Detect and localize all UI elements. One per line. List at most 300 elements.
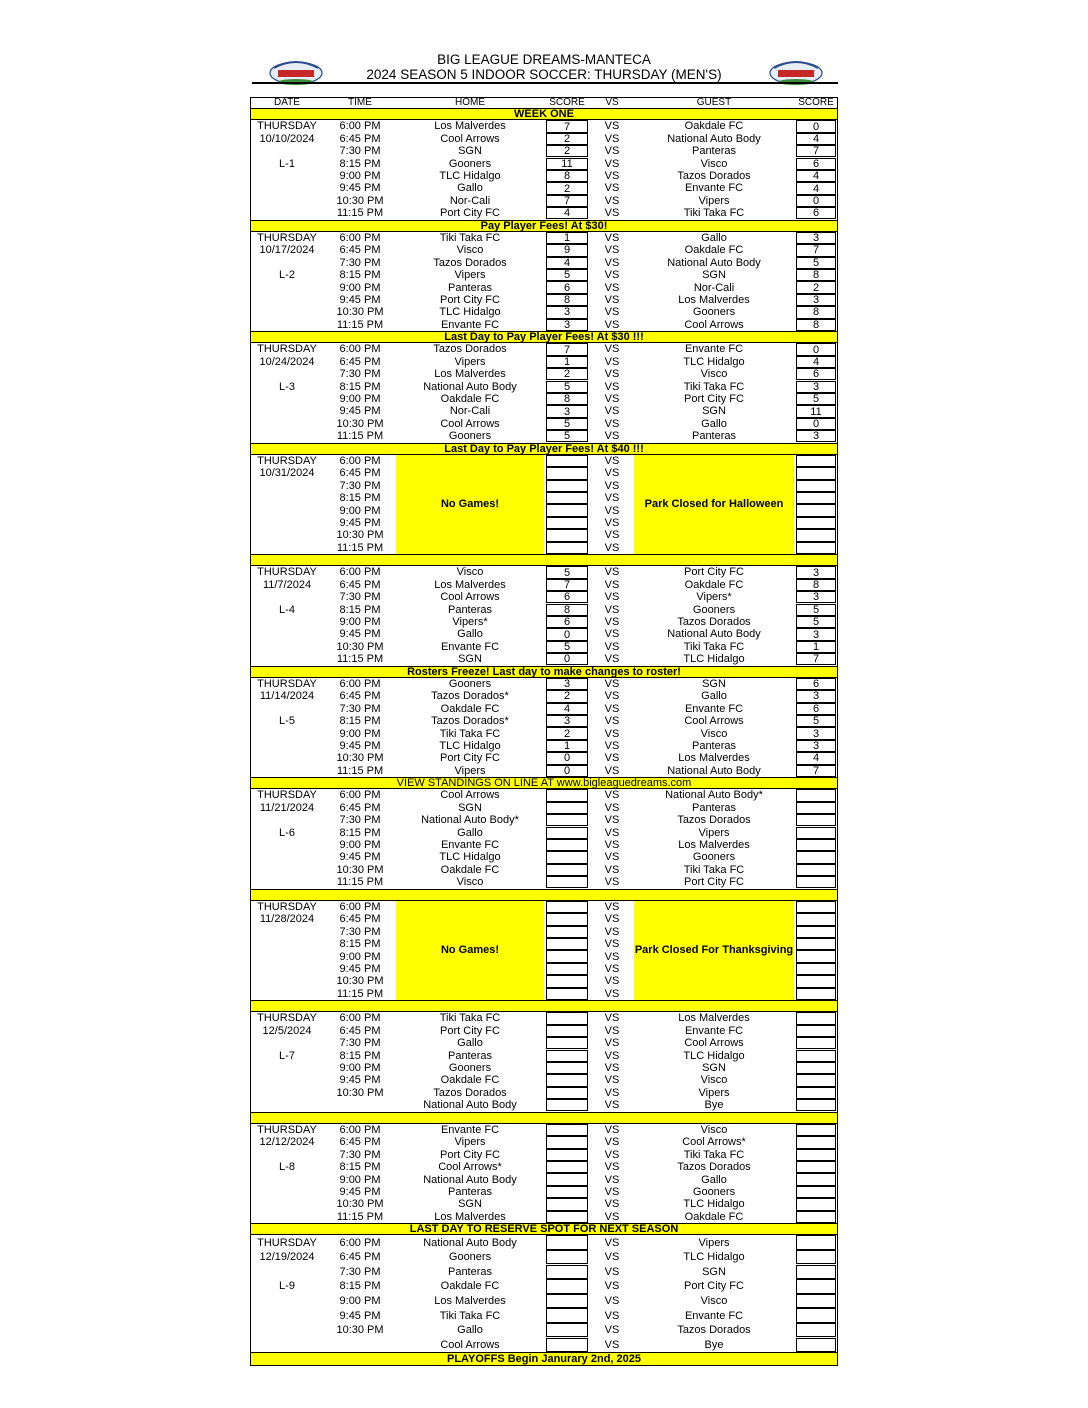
home-score	[546, 1149, 588, 1161]
game-time: 9:45 PM	[339, 516, 381, 529]
home-team: Nor-Cali	[449, 405, 491, 418]
game-time: 6:00 PM	[339, 343, 381, 356]
guest-score	[796, 1279, 836, 1294]
vs-label: VS	[604, 839, 620, 852]
game-time	[324, 1338, 396, 1353]
guest-score	[796, 1062, 836, 1074]
guest-team: Envante FC	[684, 343, 744, 356]
home-team: Los Malverdes	[434, 1294, 506, 1307]
game-row	[250, 765, 838, 777]
game-row	[250, 1323, 838, 1338]
game-row	[250, 740, 838, 752]
game-time: 9:45 PM	[339, 962, 381, 975]
home-team: Tiki Taka FC	[439, 1012, 501, 1025]
game-row	[250, 1211, 838, 1223]
game-time: 6:45 PM	[339, 913, 381, 926]
vs-label: VS	[604, 826, 620, 839]
home-team: Envante FC	[440, 1123, 500, 1136]
game-time: 9:00 PM	[339, 616, 381, 629]
home-team: SGN	[458, 653, 482, 666]
guest-score: 8	[796, 579, 836, 591]
home-score	[546, 1235, 588, 1250]
vs-label: VS	[604, 702, 620, 715]
game-row	[250, 1265, 838, 1280]
home-team: Envante FC	[440, 839, 500, 852]
home-score: 5	[546, 269, 588, 281]
game-time: 9:00 PM	[339, 393, 381, 406]
home-score	[546, 480, 588, 492]
vs-label: VS	[604, 479, 620, 492]
home-score	[546, 876, 588, 888]
home-score	[546, 1012, 588, 1024]
vs-label: VS	[604, 1049, 620, 1062]
game-row	[250, 727, 838, 739]
home-team: Port City FC	[440, 1024, 500, 1037]
game-time: 8:15 PM	[339, 603, 381, 616]
week-banner: Last Day to Pay Player Fees! At $40 !!!	[250, 443, 838, 455]
home-score	[546, 1211, 588, 1223]
guest-score	[796, 1308, 836, 1323]
guest-score: 0	[796, 418, 836, 430]
closed-notice-home: No Games!	[396, 455, 544, 554]
home-score: 5	[546, 381, 588, 393]
home-team: Tazos Dorados*	[431, 690, 509, 703]
game-time: 7:30 PM	[339, 1148, 381, 1161]
home-team: Cool Arrows	[440, 789, 500, 802]
game-row	[250, 306, 838, 318]
home-score: 3	[546, 319, 588, 331]
vs-label: VS	[604, 1136, 620, 1149]
guest-team: Visco	[700, 1294, 728, 1307]
week-code: L-3	[279, 380, 295, 393]
guest-team: Vipers	[698, 194, 730, 207]
vs-label: VS	[604, 752, 620, 765]
game-row	[250, 343, 838, 355]
week-code: L-6	[279, 826, 295, 839]
home-team: Gallo	[457, 1037, 483, 1050]
game-row	[250, 257, 838, 269]
week-banner	[250, 1000, 838, 1012]
home-score: 9	[546, 244, 588, 256]
guest-team: Tiki Taka FC	[683, 640, 745, 653]
home-score: 7	[546, 195, 588, 207]
vs-header: VS	[605, 97, 619, 108]
home-score: 8	[546, 393, 588, 405]
guest-team: SGN	[702, 1265, 726, 1278]
game-time: 8:15 PM	[339, 715, 381, 728]
game-time: 11:15 PM	[336, 764, 384, 777]
vs-label: VS	[604, 814, 620, 827]
game-row	[250, 1161, 838, 1173]
guest-score	[796, 1074, 836, 1086]
vs-label: VS	[604, 764, 620, 777]
guest-team: Visco	[700, 1074, 728, 1087]
guest-team: Oakdale FC	[684, 1210, 744, 1223]
home-team: Tazos Dorados	[433, 256, 507, 269]
game-time: 6:45 PM	[339, 578, 381, 591]
page-title: BIG LEAGUE DREAMS-MANTECA	[437, 52, 651, 67]
day-label: THURSDAY	[257, 566, 317, 579]
home-team: TLC Hidalgo	[439, 170, 501, 183]
vs-label: VS	[604, 454, 620, 467]
game-time: 9:00 PM	[339, 727, 381, 740]
home-team: TLC Hidalgo	[439, 851, 501, 864]
guest-team: Los Malverdes	[678, 839, 750, 852]
guest-score	[796, 467, 836, 479]
vs-label: VS	[604, 231, 620, 244]
home-team: Gooners	[448, 1251, 492, 1264]
game-time: 11:15 PM	[336, 653, 384, 666]
guest-score	[796, 988, 836, 1000]
guest-score: 3	[796, 690, 836, 702]
guest-score: 11	[796, 405, 836, 417]
game-time: 6:45 PM	[339, 690, 381, 703]
game-time: 9:00 PM	[339, 1173, 381, 1186]
game-time: 7:30 PM	[339, 145, 381, 158]
game-time: 6:00 PM	[339, 789, 381, 802]
date-label: 11/28/2024	[259, 913, 315, 926]
vs-label: VS	[604, 1185, 620, 1198]
guest-header: GUEST	[696, 97, 732, 108]
game-time: 6:00 PM	[339, 900, 381, 913]
game-time: 9:45 PM	[339, 1185, 381, 1198]
guest-team: TLC Hidalgo	[683, 653, 745, 666]
game-time: 9:00 PM	[339, 1062, 381, 1075]
guest-score	[796, 851, 836, 863]
playoffs-banner: PLAYOFFS Begin Janurary 2nd, 2025	[250, 1352, 838, 1366]
home-team: Gallo	[457, 628, 483, 641]
guest-score	[796, 963, 836, 975]
home-team: Vipers	[454, 355, 486, 368]
guest-score: 4	[796, 182, 836, 194]
home-team: Los Malverdes	[434, 120, 506, 133]
home-team: Cool Arrows*	[438, 1161, 502, 1174]
home-team: Vipers*	[452, 616, 488, 629]
home-team: Oakdale FC	[440, 863, 500, 876]
guest-score	[796, 1124, 836, 1136]
game-row	[250, 703, 838, 715]
home-score: 3	[546, 405, 588, 417]
home-score	[546, 504, 588, 516]
home-score	[546, 802, 588, 814]
guest-score: 6	[796, 207, 836, 219]
guest-team: National Auto Body	[667, 132, 761, 145]
vs-label: VS	[604, 851, 620, 864]
guest-score: 6	[796, 678, 836, 690]
vs-label: VS	[604, 987, 620, 1000]
guest-team: Gallo	[701, 1173, 727, 1186]
home-score: 3	[546, 306, 588, 318]
vs-label: VS	[604, 938, 620, 951]
home-score: 2	[546, 145, 588, 157]
guest-score	[796, 839, 836, 851]
vs-label: VS	[604, 1198, 620, 1211]
guest-score	[796, 455, 836, 467]
game-time: 11:15 PM	[336, 1210, 384, 1223]
vs-label: VS	[604, 170, 620, 183]
game-row	[250, 381, 838, 393]
home-team: Oakdale FC	[440, 1280, 500, 1293]
vs-label: VS	[604, 677, 620, 690]
game-time: 6:45 PM	[339, 244, 381, 257]
home-team: Los Malverdes	[434, 578, 506, 591]
guest-score	[796, 504, 836, 516]
vs-label: VS	[604, 244, 620, 257]
game-row	[250, 1149, 838, 1161]
game-time: 10:30 PM	[336, 306, 384, 319]
guest-score: 4	[796, 133, 836, 145]
guest-team: Gallo	[701, 231, 727, 244]
guest-team: Cool Arrows	[684, 715, 744, 728]
vs-label: VS	[604, 1294, 620, 1307]
home-team: SGN	[458, 145, 482, 158]
vs-label: VS	[604, 690, 620, 703]
game-row	[250, 393, 838, 405]
vs-label: VS	[604, 380, 620, 393]
home-team: Cool Arrows	[440, 132, 500, 145]
game-row	[250, 1136, 838, 1148]
game-row	[250, 827, 838, 839]
home-team: Visco	[456, 566, 484, 579]
home-score	[546, 542, 588, 554]
home-team: Panteras	[447, 1049, 493, 1062]
time-header: TIME	[348, 97, 372, 108]
guest-score: 3	[796, 740, 836, 752]
home-team: Los Malverdes	[434, 1210, 506, 1223]
game-row	[250, 1037, 838, 1049]
game-row	[250, 1186, 838, 1198]
game-time: 7:30 PM	[339, 256, 381, 269]
game-time: 7:30 PM	[339, 702, 381, 715]
home-team: National Auto Body	[423, 1236, 517, 1249]
home-team: Envante FC	[440, 640, 500, 653]
home-team: Tiki Taka FC	[439, 1309, 501, 1322]
home-team: Gooners	[448, 677, 492, 690]
day-label: THURSDAY	[257, 789, 317, 802]
guest-team: Tazos Dorados	[677, 616, 751, 629]
vs-label: VS	[604, 962, 620, 975]
game-time: 8:15 PM	[339, 492, 381, 505]
guest-team: Oakdale FC	[684, 244, 744, 257]
guest-score	[796, 938, 836, 950]
game-time: 7:30 PM	[339, 925, 381, 938]
game-row	[250, 1012, 838, 1024]
game-row	[250, 319, 838, 331]
home-score: 8	[546, 604, 588, 616]
guest-team: Cool Arrows	[684, 318, 744, 331]
vs-label: VS	[604, 529, 620, 542]
home-header: HOME	[455, 97, 485, 108]
guest-score: 4	[796, 356, 836, 368]
home-score	[546, 517, 588, 529]
vs-label: VS	[604, 256, 620, 269]
guest-score: 5	[796, 715, 836, 727]
home-score: 2	[546, 368, 588, 380]
game-time: 7:30 PM	[339, 479, 381, 492]
guest-team: SGN	[702, 677, 726, 690]
home-score	[546, 839, 588, 851]
vs-label: VS	[604, 1099, 620, 1112]
game-time: 6:45 PM	[339, 1024, 381, 1037]
game-time: 10:30 PM	[336, 194, 384, 207]
home-score	[546, 975, 588, 987]
guest-team: SGN	[702, 269, 726, 282]
game-row	[250, 1338, 838, 1353]
home-score: 2	[546, 182, 588, 194]
guest-score	[796, 913, 836, 925]
home-score: 2	[546, 727, 588, 739]
game-time: 9:45 PM	[339, 851, 381, 864]
guest-score	[796, 480, 836, 492]
vs-label: VS	[604, 789, 620, 802]
vs-label: VS	[604, 269, 620, 282]
game-time: 10:30 PM	[336, 752, 384, 765]
game-row	[250, 182, 838, 194]
home-score	[546, 1323, 588, 1338]
home-team: Gallo	[457, 826, 483, 839]
home-team: Gallo	[457, 1324, 483, 1337]
game-row	[250, 1279, 838, 1294]
game-time: 6:45 PM	[339, 1251, 381, 1264]
guest-team: Visco	[700, 1123, 728, 1136]
vs-label: VS	[604, 566, 620, 579]
game-time: 6:00 PM	[339, 454, 381, 467]
game-row	[250, 814, 838, 826]
vs-label: VS	[604, 1324, 620, 1337]
guest-score	[796, 1037, 836, 1049]
game-time: 9:00 PM	[339, 170, 381, 183]
home-team: Oakdale FC	[440, 1074, 500, 1087]
guest-team: Tazos Dorados	[677, 814, 751, 827]
game-row	[250, 802, 838, 814]
date-label: 10/31/2024	[259, 467, 315, 480]
week-banner: Last Day to Pay Player Fees! At $30 !!!	[250, 331, 838, 343]
guest-score-header: SCORE	[798, 97, 834, 108]
guest-score: 5	[796, 257, 836, 269]
game-time: 9:45 PM	[339, 405, 381, 418]
vs-label: VS	[604, 306, 620, 319]
week-banner: WEEK ONE	[250, 108, 838, 120]
game-row	[250, 1025, 838, 1037]
home-score	[546, 913, 588, 925]
game-time: 9:00 PM	[339, 839, 381, 852]
game-row	[250, 1087, 838, 1099]
home-score	[546, 901, 588, 913]
home-score: 0	[546, 752, 588, 764]
vs-label: VS	[604, 467, 620, 480]
home-score	[546, 1186, 588, 1198]
home-score: 0	[546, 628, 588, 640]
date-label: 12/12/2024	[259, 1136, 315, 1149]
guest-score: 3	[796, 381, 836, 393]
guest-team: TLC Hidalgo	[683, 355, 745, 368]
game-time: 6:00 PM	[339, 1236, 381, 1249]
guest-score	[796, 529, 836, 541]
date-label: 12/19/2024	[259, 1251, 315, 1264]
game-time: 6:00 PM	[339, 1123, 381, 1136]
guest-score: 4	[796, 170, 836, 182]
home-score	[546, 1062, 588, 1074]
guest-score: 0	[796, 343, 836, 355]
day-label: THURSDAY	[257, 1012, 317, 1025]
game-row	[250, 628, 838, 640]
game-time: 10:30 PM	[336, 975, 384, 988]
home-score	[546, 1037, 588, 1049]
game-row	[250, 133, 838, 145]
guest-team: Envante FC	[684, 702, 744, 715]
guest-team: Gooners	[692, 1185, 736, 1198]
guest-team: National Auto Body	[667, 256, 761, 269]
game-row	[250, 1308, 838, 1323]
game-time: 9:00 PM	[339, 504, 381, 517]
vs-label: VS	[604, 194, 620, 207]
game-time: 8:15 PM	[339, 826, 381, 839]
home-score: 0	[546, 653, 588, 665]
home-team: National Auto Body	[423, 1173, 517, 1186]
game-row	[250, 876, 838, 888]
home-team: Cool Arrows	[440, 1338, 500, 1351]
vs-label: VS	[604, 182, 620, 195]
game-time: 6:45 PM	[339, 132, 381, 145]
home-team: Vipers	[454, 269, 486, 282]
guest-team: Vipers	[698, 826, 730, 839]
game-row	[250, 269, 838, 281]
guest-team: Los Malverdes	[678, 1012, 750, 1025]
game-row	[250, 604, 838, 616]
home-score: 0	[546, 765, 588, 777]
home-team: Tazos Dorados	[433, 1086, 507, 1099]
guest-score: 5	[796, 616, 836, 628]
vs-label: VS	[604, 1012, 620, 1025]
game-row	[250, 356, 838, 368]
guest-team: Gooners	[692, 306, 736, 319]
guest-team: Bye	[704, 1338, 724, 1351]
home-team: SGN	[458, 1198, 482, 1211]
day-label: THURSDAY	[257, 900, 317, 913]
vs-label: VS	[604, 876, 620, 889]
home-team: Port City FC	[440, 1148, 500, 1161]
guest-team: Envante FC	[684, 1309, 744, 1322]
home-score	[546, 1250, 588, 1265]
guest-team: National Auto Body*	[665, 789, 763, 802]
vs-label: VS	[604, 913, 620, 926]
vs-label: VS	[604, 1062, 620, 1075]
game-row	[250, 418, 838, 430]
guest-score: 6	[796, 368, 836, 380]
home-team: Tazos Dorados*	[431, 715, 509, 728]
vs-label: VS	[604, 405, 620, 418]
game-row	[250, 641, 838, 653]
home-team: Tazos Dorados	[433, 343, 507, 356]
home-score	[546, 1279, 588, 1294]
home-score: 1	[546, 356, 588, 368]
guest-team: Cool Arrows*	[682, 1136, 746, 1149]
day-label: THURSDAY	[257, 231, 317, 244]
home-team: Port City FC	[440, 293, 500, 306]
guest-team: Tiki Taka FC	[683, 1148, 745, 1161]
game-time: 7:30 PM	[339, 368, 381, 381]
guest-team: Tazos Dorados	[677, 170, 751, 183]
vs-label: VS	[604, 1086, 620, 1099]
game-time: 6:00 PM	[339, 566, 381, 579]
game-row	[250, 864, 838, 876]
home-score: 7	[546, 579, 588, 591]
guest-team: Vipers	[698, 1236, 730, 1249]
home-team: Envante FC	[440, 318, 500, 331]
home-score	[546, 988, 588, 1000]
guest-score: 8	[796, 319, 836, 331]
guest-score: 8	[796, 306, 836, 318]
